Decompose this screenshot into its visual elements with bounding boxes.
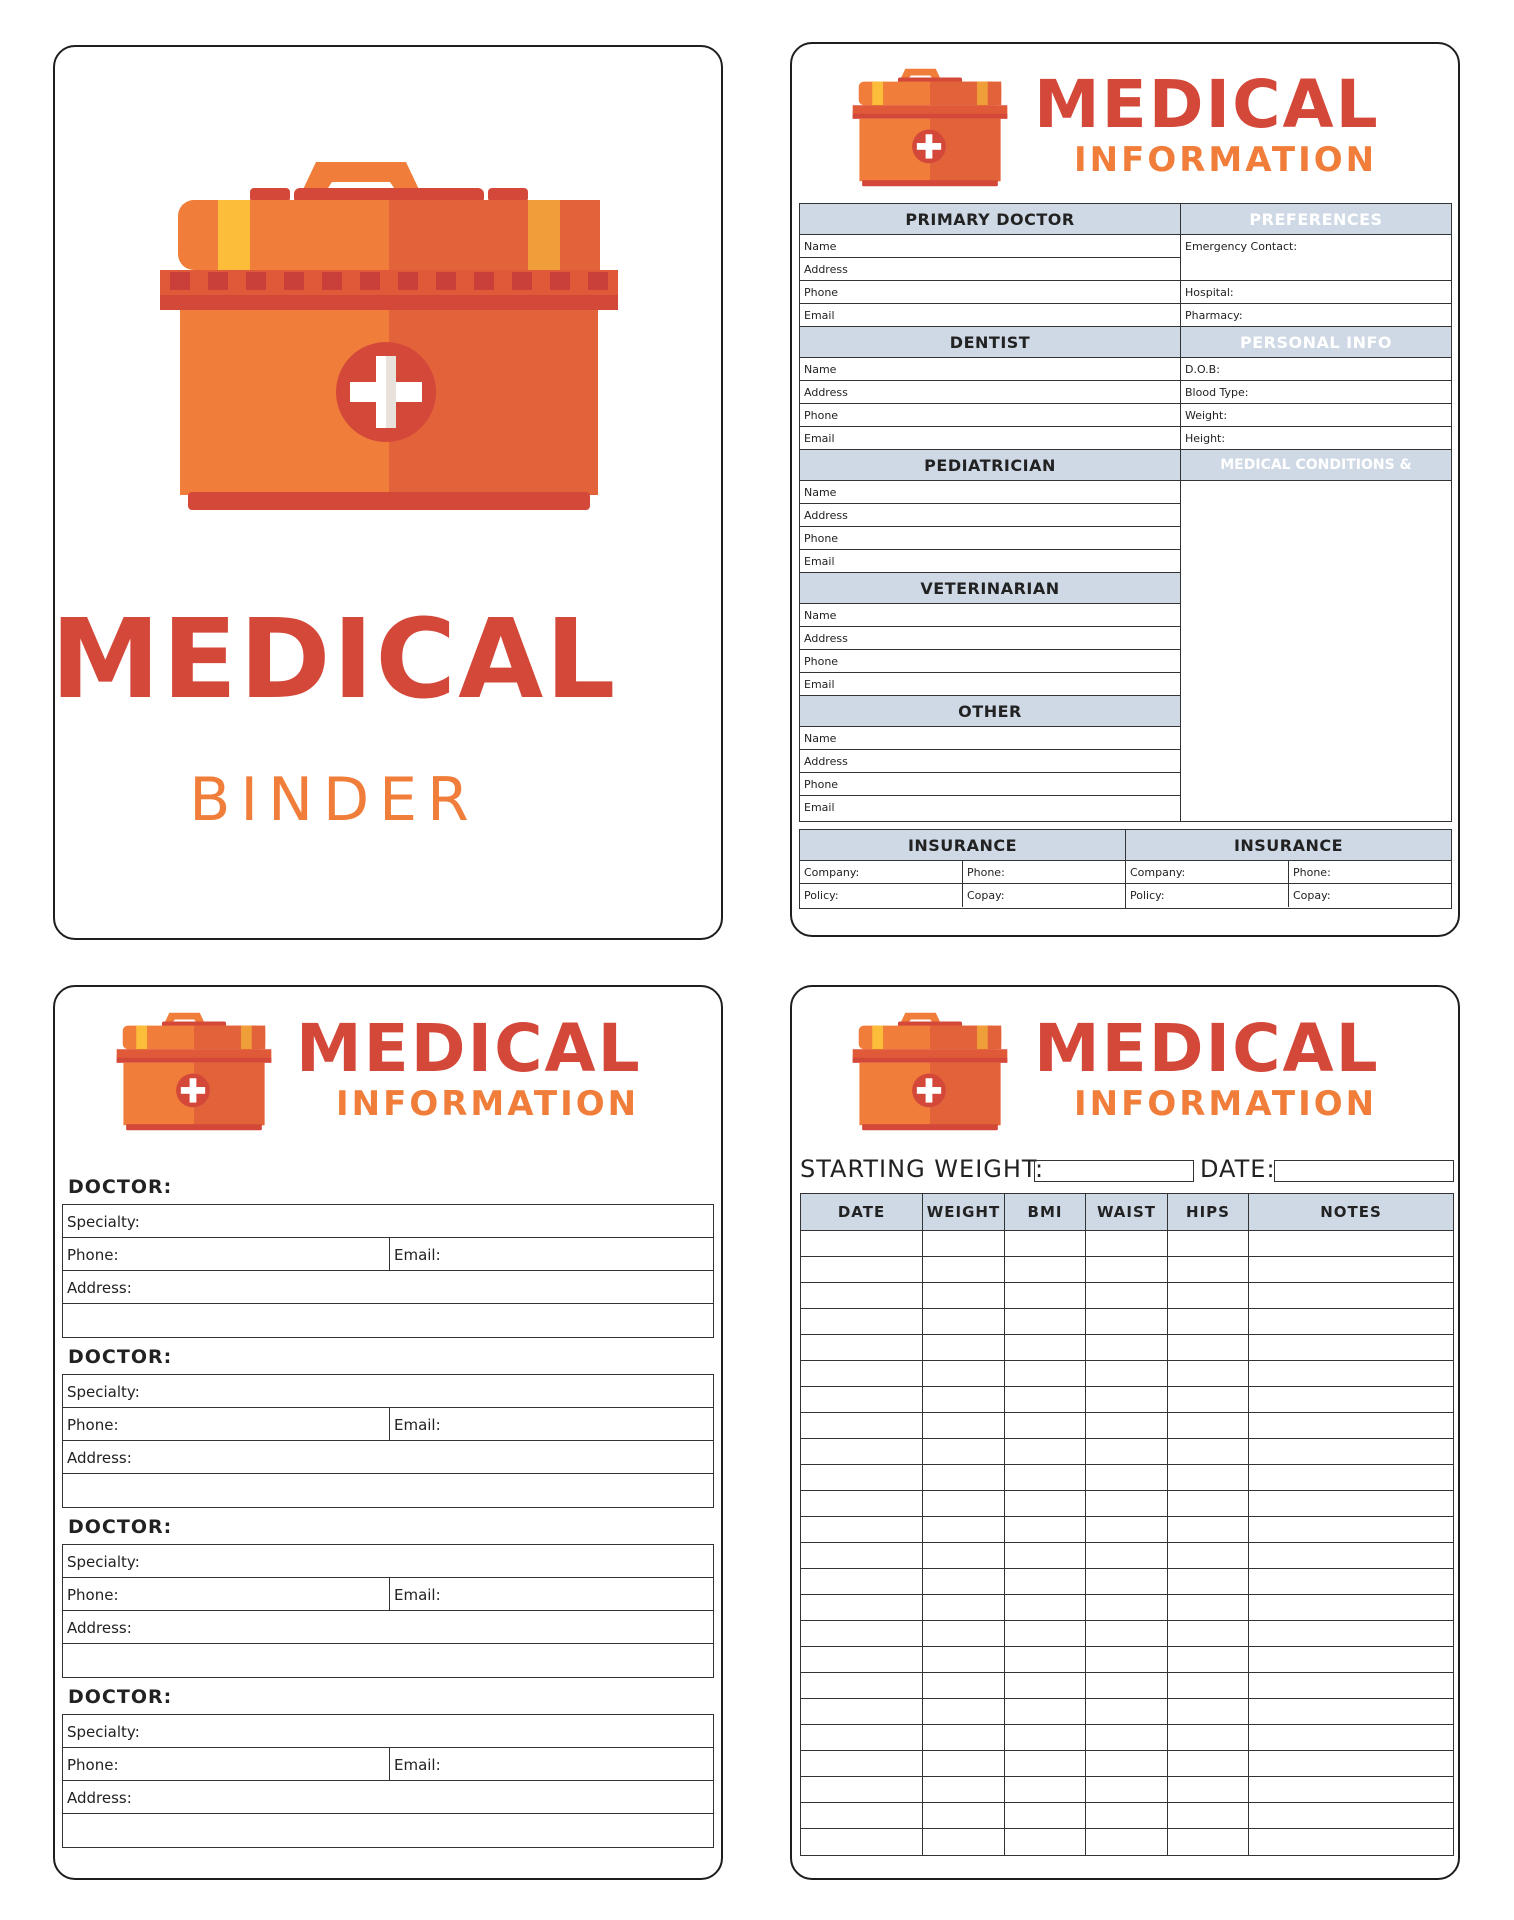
table-cell[interactable] xyxy=(1086,1803,1168,1828)
table-cell[interactable] xyxy=(1086,1517,1168,1542)
primary-doctor-phone-field[interactable]: Phone xyxy=(800,281,1180,304)
veterinarian-address-field[interactable]: Address xyxy=(800,627,1180,650)
table-cell[interactable] xyxy=(1086,1231,1168,1256)
table-row xyxy=(801,1699,1453,1725)
table-row xyxy=(801,1569,1453,1595)
table-cell[interactable] xyxy=(801,1257,923,1282)
table-cell[interactable] xyxy=(1168,1803,1249,1828)
col-hips: HIPS xyxy=(1168,1194,1249,1230)
table-cell[interactable] xyxy=(1005,1829,1086,1855)
table-cell[interactable] xyxy=(1168,1595,1249,1620)
table-cell[interactable] xyxy=(1005,1699,1086,1724)
address-field[interactable]: Address: xyxy=(63,1441,713,1474)
table-cell[interactable] xyxy=(1249,1751,1453,1776)
table-row xyxy=(801,1647,1453,1673)
table-cell[interactable] xyxy=(801,1231,923,1256)
table-cell[interactable] xyxy=(1086,1465,1168,1490)
table-cell[interactable] xyxy=(1249,1439,1453,1464)
table-cell[interactable] xyxy=(1086,1413,1168,1438)
height-field[interactable]: Height: xyxy=(1181,427,1451,450)
table-cell[interactable] xyxy=(1168,1413,1249,1438)
dentist-email-field[interactable]: Email xyxy=(800,427,1180,450)
table-row xyxy=(801,1725,1453,1751)
table-cell[interactable] xyxy=(801,1283,923,1308)
table-row xyxy=(801,1439,1453,1465)
table-cell[interactable] xyxy=(801,1803,923,1828)
table-cell[interactable] xyxy=(1168,1491,1249,1516)
table-cell[interactable] xyxy=(801,1387,923,1412)
table-cell[interactable] xyxy=(1168,1439,1249,1464)
specialty-field[interactable]: Specialty: xyxy=(63,1205,713,1238)
table-cell[interactable] xyxy=(1005,1673,1086,1698)
email-field[interactable]: Email: xyxy=(393,1756,441,1774)
veterinarian-email-field[interactable]: Email xyxy=(800,673,1180,696)
table-cell[interactable] xyxy=(801,1491,923,1516)
table-cell[interactable] xyxy=(1168,1283,1249,1308)
table-cell[interactable] xyxy=(801,1361,923,1386)
table-cell[interactable] xyxy=(923,1491,1005,1516)
table-cell[interactable] xyxy=(1005,1777,1086,1802)
table-cell[interactable] xyxy=(923,1595,1005,1620)
contact-row xyxy=(63,1748,713,1781)
table-cell[interactable] xyxy=(1086,1283,1168,1308)
table-row xyxy=(801,1413,1453,1439)
table-cell[interactable] xyxy=(923,1257,1005,1282)
table-cell[interactable] xyxy=(1005,1439,1086,1464)
emergency-contact-field[interactable]: Emergency Contact: xyxy=(1181,235,1451,281)
date-input[interactable] xyxy=(1274,1160,1454,1182)
pediatrician-email-field[interactable]: Email xyxy=(800,550,1180,573)
table-cell[interactable] xyxy=(1086,1621,1168,1646)
phone-field[interactable]: Phone: xyxy=(67,1578,390,1610)
address-line-2[interactable] xyxy=(63,1304,713,1337)
table-cell[interactable] xyxy=(1086,1829,1168,1855)
table-cell[interactable] xyxy=(923,1309,1005,1334)
table-cell[interactable] xyxy=(1005,1231,1086,1256)
table-row xyxy=(801,1387,1453,1413)
table-cell[interactable] xyxy=(801,1699,923,1724)
table-cell[interactable] xyxy=(1168,1699,1249,1724)
table-cell[interactable] xyxy=(801,1777,923,1802)
table-cell[interactable] xyxy=(1086,1699,1168,1724)
table-cell[interactable] xyxy=(1086,1309,1168,1334)
table-row xyxy=(801,1465,1453,1491)
insurance-box-1 xyxy=(799,829,1126,909)
contacts-column xyxy=(799,203,1181,822)
doctor-label: DOCTOR: xyxy=(68,1686,173,1708)
pharmacy-field[interactable]: Pharmacy: xyxy=(1181,304,1451,327)
table-cell[interactable] xyxy=(1249,1829,1453,1855)
insurance-copay-field[interactable]: Copay: xyxy=(1293,889,1331,902)
table-cell[interactable] xyxy=(1249,1673,1453,1698)
table-cell[interactable] xyxy=(1249,1699,1453,1724)
starting-weight-input[interactable] xyxy=(1034,1160,1194,1182)
insurance-row xyxy=(1126,884,1451,907)
phone-field[interactable]: Phone: xyxy=(67,1238,390,1270)
table-cell[interactable] xyxy=(801,1543,923,1568)
col-bmi: BMI xyxy=(1005,1194,1086,1230)
other-name-field[interactable]: Name xyxy=(800,727,1180,750)
table-cell[interactable] xyxy=(1086,1777,1168,1802)
other-address-field[interactable]: Address xyxy=(800,750,1180,773)
table-cell[interactable] xyxy=(1086,1543,1168,1568)
table-cell[interactable] xyxy=(1249,1231,1453,1256)
table-cell[interactable] xyxy=(923,1543,1005,1568)
table-cell[interactable] xyxy=(1168,1673,1249,1698)
table-cell[interactable] xyxy=(923,1413,1005,1438)
insurance-heading-2: INSURANCE xyxy=(1126,830,1451,861)
table-cell[interactable] xyxy=(1249,1361,1453,1386)
table-cell[interactable] xyxy=(1086,1673,1168,1698)
table-cell[interactable] xyxy=(923,1777,1005,1802)
starting-weight-label: STARTING WEIGHT: xyxy=(800,1155,1045,1183)
conditions-area[interactable] xyxy=(1181,481,1451,816)
table-cell[interactable] xyxy=(801,1465,923,1490)
col-notes: NOTES xyxy=(1320,1203,1382,1221)
table-cell[interactable] xyxy=(1005,1491,1086,1516)
veterinarian-heading: VETERINARIAN xyxy=(800,573,1180,604)
table-cell[interactable] xyxy=(923,1283,1005,1308)
table-cell[interactable] xyxy=(1249,1725,1453,1750)
table-cell[interactable] xyxy=(923,1465,1005,1490)
phone-field[interactable]: Phone: xyxy=(67,1408,390,1440)
table-cell[interactable] xyxy=(1005,1283,1086,1308)
weight-log-title: MEDICAL xyxy=(1034,1010,1380,1087)
insurance-phone-field[interactable]: Phone: xyxy=(967,866,1005,879)
table-cell[interactable] xyxy=(1086,1569,1168,1594)
other-heading: OTHER xyxy=(800,696,1180,727)
veterinarian-phone-field[interactable]: Phone xyxy=(800,650,1180,673)
table-cell[interactable] xyxy=(1005,1517,1086,1542)
table-cell[interactable] xyxy=(1005,1309,1086,1334)
table-cell[interactable] xyxy=(1168,1647,1249,1672)
table-cell[interactable] xyxy=(923,1803,1005,1828)
address-field[interactable]: Address: xyxy=(63,1271,713,1304)
insurance-row xyxy=(800,884,1125,907)
table-cell[interactable] xyxy=(1086,1491,1168,1516)
veterinarian-name-field[interactable]: Name xyxy=(800,604,1180,627)
table-header xyxy=(801,1194,1453,1231)
table-cell[interactable] xyxy=(1168,1777,1249,1802)
table-cell[interactable] xyxy=(801,1569,923,1594)
insurance-heading-1: INSURANCE xyxy=(800,830,1125,861)
table-row xyxy=(801,1777,1453,1803)
table-cell[interactable] xyxy=(1168,1335,1249,1360)
table-cell[interactable] xyxy=(1249,1257,1453,1282)
table-row xyxy=(801,1543,1453,1569)
table-cell[interactable] xyxy=(1005,1335,1086,1360)
other-phone-field[interactable]: Phone xyxy=(800,773,1180,796)
table-row xyxy=(801,1751,1453,1777)
table-cell[interactable] xyxy=(1249,1335,1453,1360)
info-form-title: MEDICAL xyxy=(1034,66,1380,143)
address-line-2[interactable] xyxy=(63,1474,713,1507)
table-cell[interactable] xyxy=(1005,1257,1086,1282)
table-cell[interactable] xyxy=(1005,1387,1086,1412)
address-field[interactable]: Address: xyxy=(63,1611,713,1644)
table-cell[interactable] xyxy=(1168,1257,1249,1282)
table-cell[interactable] xyxy=(923,1699,1005,1724)
table-cell[interactable] xyxy=(923,1569,1005,1594)
contact-row xyxy=(63,1578,713,1611)
email-field[interactable]: Email: xyxy=(393,1586,441,1604)
primary-doctor-email-field[interactable]: Email xyxy=(800,304,1180,327)
pediatrician-address-field[interactable]: Address xyxy=(800,504,1180,527)
table-cell[interactable] xyxy=(1005,1569,1086,1594)
doctor-form-title: MEDICAL xyxy=(296,1010,642,1087)
table-row xyxy=(801,1517,1453,1543)
table-cell[interactable] xyxy=(1168,1725,1249,1750)
doctor-form-subtitle: INFORMATION xyxy=(336,1084,640,1124)
contact-row xyxy=(63,1408,713,1441)
info-form-subtitle: INFORMATION xyxy=(1074,140,1378,180)
doctor-block xyxy=(62,1544,714,1678)
personal-column xyxy=(1180,203,1452,822)
table-cell[interactable] xyxy=(1005,1543,1086,1568)
hospital-field[interactable]: Hospital: xyxy=(1181,281,1451,304)
primary-doctor-name-field[interactable]: Name xyxy=(800,235,1180,258)
col-weight: WEIGHT xyxy=(923,1194,1005,1230)
table-cell[interactable] xyxy=(923,1361,1005,1386)
table-cell[interactable] xyxy=(801,1413,923,1438)
table-cell[interactable] xyxy=(1086,1595,1168,1620)
insurance-policy-field[interactable]: Policy: xyxy=(800,884,963,907)
cover-title: MEDICAL xyxy=(50,595,618,723)
table-cell[interactable] xyxy=(801,1725,923,1750)
table-cell[interactable] xyxy=(1249,1803,1453,1828)
specialty-field[interactable]: Specialty: xyxy=(63,1545,713,1578)
personal-info-heading: PERSONAL INFO xyxy=(1181,327,1451,358)
doctor-label: DOCTOR: xyxy=(68,1176,173,1198)
pediatrician-heading: PEDIATRICIAN xyxy=(800,450,1180,481)
table-cell[interactable] xyxy=(923,1621,1005,1646)
table-row xyxy=(801,1595,1453,1621)
address-field[interactable]: Address: xyxy=(63,1781,713,1814)
insurance-row xyxy=(800,861,1125,884)
table-row xyxy=(801,1621,1453,1647)
table-cell[interactable] xyxy=(1249,1491,1453,1516)
table-cell[interactable] xyxy=(1168,1387,1249,1412)
table-cell[interactable] xyxy=(1168,1829,1249,1855)
table-row xyxy=(801,1673,1453,1699)
table-cell[interactable] xyxy=(801,1309,923,1334)
doctor-label: DOCTOR: xyxy=(68,1516,173,1538)
table-cell[interactable] xyxy=(1005,1647,1086,1672)
doctor-label: DOCTOR: xyxy=(68,1346,173,1368)
table-row xyxy=(801,1491,1453,1517)
doctor-block xyxy=(62,1374,714,1508)
table-cell[interactable] xyxy=(1005,1725,1086,1750)
table-body xyxy=(801,1231,1453,1855)
table-row xyxy=(801,1231,1453,1257)
table-cell[interactable] xyxy=(1249,1569,1453,1594)
preferences-heading: PREFERENCES xyxy=(1181,204,1451,235)
col-waist: WAIST xyxy=(1086,1194,1168,1230)
table-cell[interactable] xyxy=(1005,1621,1086,1646)
table-cell[interactable] xyxy=(801,1751,923,1776)
table-row xyxy=(801,1829,1453,1855)
dentist-name-field[interactable]: Name xyxy=(800,358,1180,381)
contact-row xyxy=(63,1238,713,1271)
address-line-2[interactable] xyxy=(63,1644,713,1677)
date-label: DATE: xyxy=(1200,1155,1276,1183)
table-cell[interactable] xyxy=(1168,1543,1249,1568)
other-email-field[interactable]: Email xyxy=(804,801,835,814)
table-cell[interactable] xyxy=(1168,1465,1249,1490)
first-aid-kit-icon xyxy=(158,160,620,512)
specialty-field[interactable]: Specialty: xyxy=(63,1715,713,1748)
table-cell[interactable] xyxy=(1005,1595,1086,1620)
insurance-phone-field[interactable]: Phone: xyxy=(1293,866,1331,879)
conditions-heading: MEDICAL CONDITIONS & ALLERGIES xyxy=(1181,450,1451,481)
dentist-address-field[interactable]: Address xyxy=(800,381,1180,404)
first-aid-kit-icon xyxy=(852,68,1008,187)
table-cell[interactable] xyxy=(1168,1517,1249,1542)
cover-subtitle: BINDER xyxy=(189,765,479,835)
weight-log-table xyxy=(800,1193,1454,1856)
email-field[interactable]: Email: xyxy=(393,1416,441,1434)
doctor-block xyxy=(62,1714,714,1848)
table-cell[interactable] xyxy=(801,1517,923,1542)
phone-field[interactable]: Phone: xyxy=(67,1748,390,1780)
table-cell[interactable] xyxy=(801,1439,923,1464)
table-cell[interactable] xyxy=(923,1439,1005,1464)
col-date: DATE xyxy=(801,1194,923,1230)
table-cell[interactable] xyxy=(1249,1621,1453,1646)
table-cell[interactable] xyxy=(923,1725,1005,1750)
dentist-phone-field[interactable]: Phone xyxy=(800,404,1180,427)
table-cell[interactable] xyxy=(1168,1231,1249,1256)
insurance-copay-field[interactable]: Copay: xyxy=(967,889,1005,902)
pediatrician-name-field[interactable]: Name xyxy=(800,481,1180,504)
insurance-policy-field[interactable]: Policy: xyxy=(1126,884,1289,907)
table-cell[interactable] xyxy=(1249,1283,1453,1308)
specialty-field[interactable]: Specialty: xyxy=(63,1375,713,1408)
table-row xyxy=(801,1803,1453,1829)
first-aid-kit-icon xyxy=(116,1012,272,1131)
address-line-2[interactable] xyxy=(63,1814,713,1847)
insurance-company-field[interactable]: Company: xyxy=(800,861,963,883)
table-row xyxy=(801,1283,1453,1309)
dentist-heading: DENTIST xyxy=(800,327,1180,358)
table-cell[interactable] xyxy=(1168,1751,1249,1776)
table-cell[interactable] xyxy=(1249,1647,1453,1672)
table-cell[interactable] xyxy=(801,1647,923,1672)
table-cell[interactable] xyxy=(1249,1517,1453,1542)
weight-log-subtitle: INFORMATION xyxy=(1074,1084,1378,1124)
table-cell[interactable] xyxy=(1005,1361,1086,1386)
table-cell[interactable] xyxy=(1005,1751,1086,1776)
table-cell[interactable] xyxy=(801,1335,923,1360)
email-field[interactable]: Email: xyxy=(393,1246,441,1264)
table-cell[interactable] xyxy=(1168,1569,1249,1594)
table-cell[interactable] xyxy=(1249,1465,1453,1490)
table-cell[interactable] xyxy=(1249,1777,1453,1802)
primary-doctor-address-field[interactable]: Address xyxy=(800,258,1180,281)
table-cell[interactable] xyxy=(1005,1803,1086,1828)
table-cell[interactable] xyxy=(1168,1309,1249,1334)
table-cell[interactable] xyxy=(1086,1751,1168,1776)
primary-doctor-heading: PRIMARY DOCTOR xyxy=(800,204,1180,235)
table-cell[interactable] xyxy=(1086,1335,1168,1360)
table-cell[interactable] xyxy=(801,1829,923,1855)
table-cell[interactable] xyxy=(801,1621,923,1646)
table-cell[interactable] xyxy=(1086,1361,1168,1386)
first-aid-kit-icon xyxy=(852,1012,1008,1131)
table-row xyxy=(801,1257,1453,1283)
table-cell[interactable] xyxy=(1086,1725,1168,1750)
table-cell[interactable] xyxy=(923,1751,1005,1776)
doctor-block xyxy=(62,1204,714,1338)
table-row xyxy=(801,1361,1453,1387)
table-cell[interactable] xyxy=(1086,1439,1168,1464)
table-cell[interactable] xyxy=(1086,1647,1168,1672)
table-cell[interactable] xyxy=(1086,1257,1168,1282)
table-cell[interactable] xyxy=(1168,1361,1249,1386)
table-cell[interactable] xyxy=(1249,1413,1453,1438)
table-cell[interactable] xyxy=(923,1335,1005,1360)
table-cell[interactable] xyxy=(1249,1387,1453,1412)
table-cell[interactable] xyxy=(1168,1621,1249,1646)
table-cell[interactable] xyxy=(923,1829,1005,1855)
insurance-box-2 xyxy=(1125,829,1452,909)
table-cell[interactable] xyxy=(923,1647,1005,1672)
weight-field[interactable]: Weight: xyxy=(1181,404,1451,427)
table-cell[interactable] xyxy=(801,1595,923,1620)
insurance-row xyxy=(1126,861,1451,884)
blood-type-field[interactable]: Blood Type: xyxy=(1181,381,1451,404)
table-cell[interactable] xyxy=(923,1673,1005,1698)
pediatrician-phone-field[interactable]: Phone xyxy=(800,527,1180,550)
table-cell[interactable] xyxy=(923,1231,1005,1256)
table-cell[interactable] xyxy=(1249,1595,1453,1620)
table-cell[interactable] xyxy=(1005,1413,1086,1438)
insurance-company-field[interactable]: Company: xyxy=(1126,861,1289,883)
table-cell[interactable] xyxy=(1005,1465,1086,1490)
table-row xyxy=(801,1335,1453,1361)
dob-field[interactable]: D.O.B: xyxy=(1181,358,1451,381)
table-cell[interactable] xyxy=(1249,1543,1453,1568)
table-cell[interactable] xyxy=(1086,1387,1168,1412)
table-cell[interactable] xyxy=(923,1517,1005,1542)
table-cell[interactable] xyxy=(923,1387,1005,1412)
table-row xyxy=(801,1309,1453,1335)
table-cell[interactable] xyxy=(801,1673,923,1698)
table-cell[interactable] xyxy=(1249,1309,1453,1334)
